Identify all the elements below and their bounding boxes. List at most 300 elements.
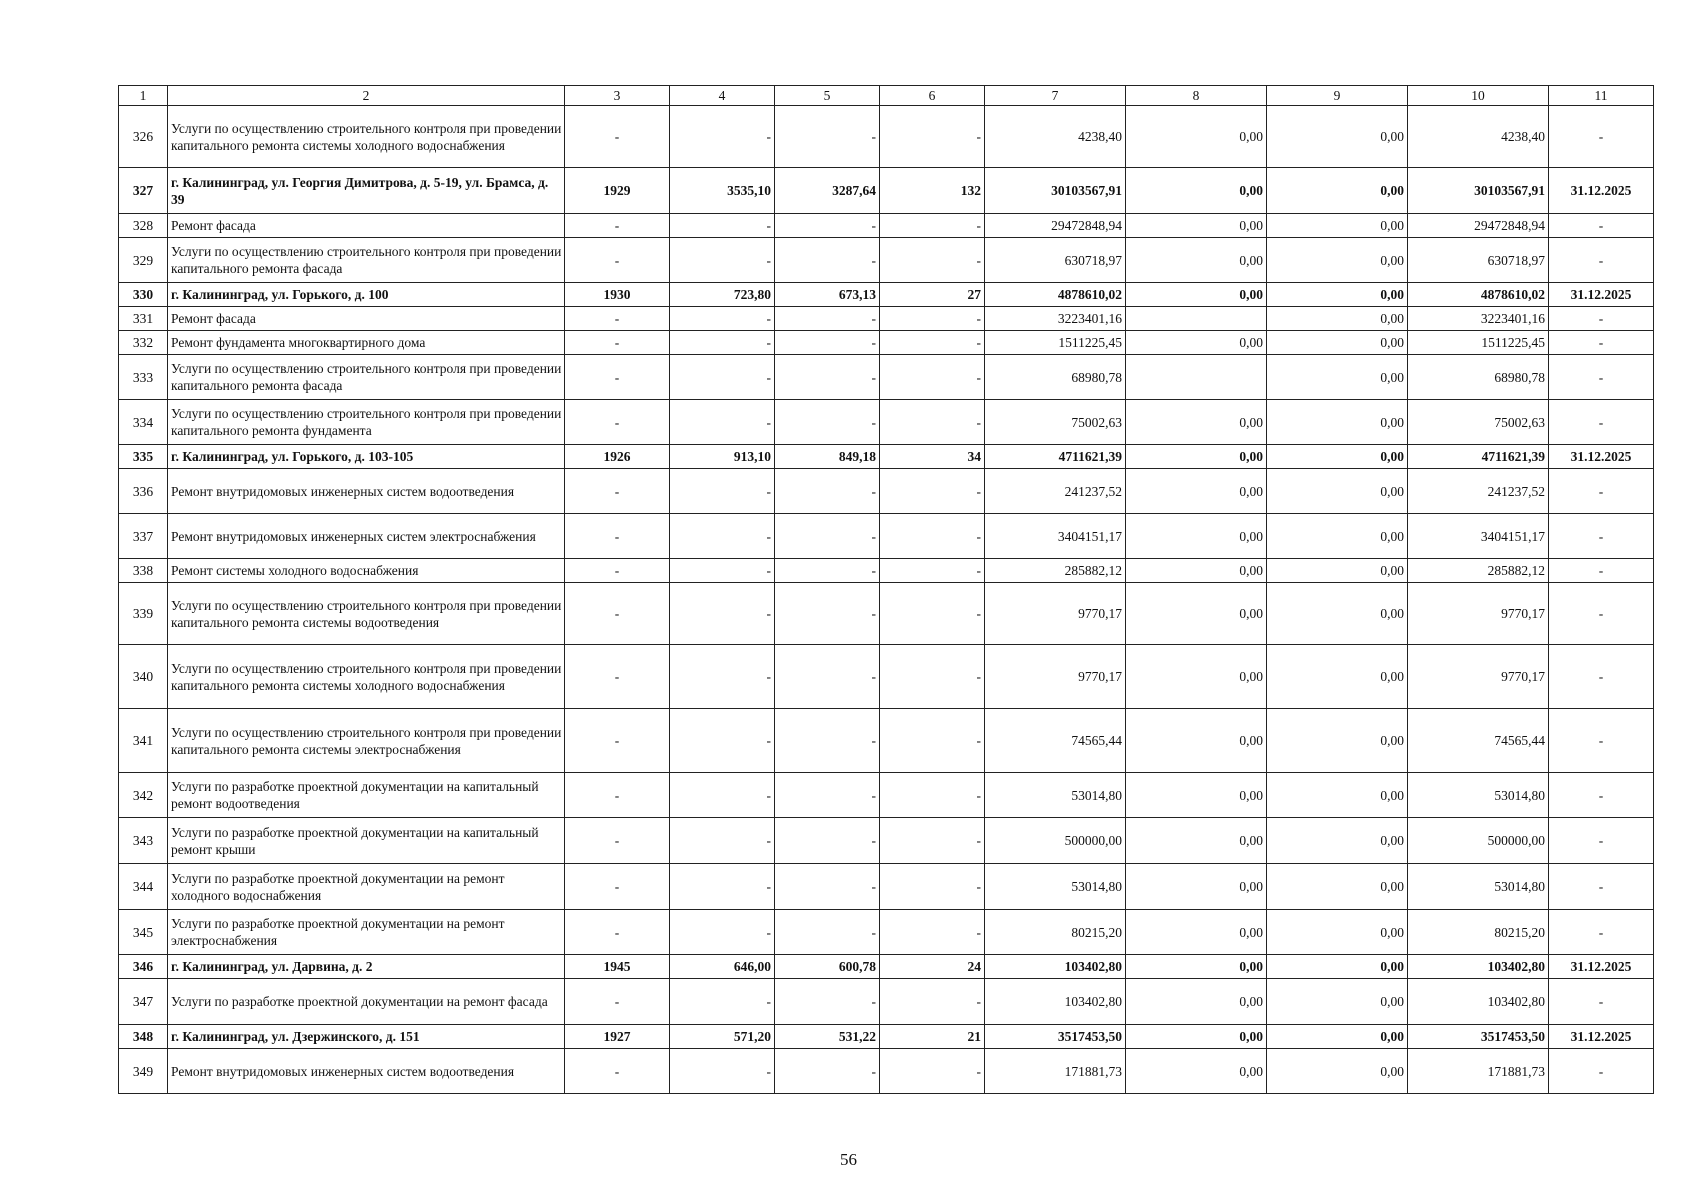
column-number-header: 9 [1267,86,1408,106]
value-cell: - [1549,559,1654,583]
value-cell: - [670,514,775,559]
value-cell: - [670,307,775,331]
row-number-cell: 348 [119,1025,168,1049]
value-cell: - [670,214,775,238]
row-number-cell: 328 [119,214,168,238]
value-cell: - [565,469,670,514]
value-cell: 0,00 [1267,514,1408,559]
value-cell: - [880,818,985,864]
value-cell: 4711621,39 [985,445,1126,469]
value-cell: 103402,80 [985,979,1126,1025]
value-cell: - [1549,1049,1654,1094]
value-cell: 0,00 [1267,214,1408,238]
work-item-row [119,1049,1654,1094]
value-cell: - [670,645,775,709]
value-cell: 1945 [565,955,670,979]
description-cell: г. Калининград, ул. Горького, д. 103-105 [168,445,565,469]
value-cell: 9770,17 [985,645,1126,709]
value-cell [1126,355,1267,400]
value-cell: 132 [880,168,985,214]
value-cell: - [1549,331,1654,355]
value-cell: 0,00 [1126,773,1267,818]
value-cell: 74565,44 [985,709,1126,773]
value-cell: 53014,80 [1408,864,1549,910]
value-cell: - [565,864,670,910]
value-cell: 1926 [565,445,670,469]
value-cell: 31.12.2025 [1549,445,1654,469]
value-cell: 103402,80 [1408,979,1549,1025]
value-cell: - [880,709,985,773]
value-cell: 31.12.2025 [1549,1025,1654,1049]
value-cell: 0,00 [1126,168,1267,214]
row-number-cell: 326 [119,106,168,168]
value-cell: - [880,355,985,400]
value-cell: 0,00 [1267,709,1408,773]
value-cell: - [775,910,880,955]
address-row [119,955,1654,979]
value-cell: - [775,583,880,645]
value-cell: - [880,559,985,583]
value-cell: - [1549,355,1654,400]
value-cell: - [1549,864,1654,910]
row-number-cell: 344 [119,864,168,910]
value-cell: 849,18 [775,445,880,469]
value-cell: 4711621,39 [1408,445,1549,469]
value-cell: 241237,52 [1408,469,1549,514]
value-cell [1126,307,1267,331]
value-cell: - [775,469,880,514]
value-cell: 0,00 [1267,773,1408,818]
value-cell: - [670,238,775,283]
value-cell: 24 [880,955,985,979]
value-cell: - [565,583,670,645]
work-item-row [119,910,1654,955]
address-row [119,283,1654,307]
value-cell: 31.12.2025 [1549,955,1654,979]
value-cell: 0,00 [1126,864,1267,910]
description-cell: Ремонт системы холодного водоснабжения [168,559,565,583]
description-cell: Услуги по осуществлению строительного контроля при проведении капитального ремонта фасада [168,355,565,400]
description-cell: Услуги по осуществлению строительного контроля при проведении капитального ремонта системы холодного водоснабжения [168,106,565,168]
value-cell: 0,00 [1267,818,1408,864]
value-cell: - [880,331,985,355]
value-cell: 1930 [565,283,670,307]
address-row [119,168,1654,214]
row-number-cell: 341 [119,709,168,773]
row-number-cell: 332 [119,331,168,355]
work-item-row [119,514,1654,559]
value-cell: 30103567,91 [1408,168,1549,214]
work-item-row [119,238,1654,283]
value-cell: - [1549,645,1654,709]
description-cell: Услуги по разработке проектной документации на ремонт фасада [168,979,565,1025]
value-cell: - [565,910,670,955]
value-cell: 0,00 [1267,400,1408,445]
value-cell: - [1549,214,1654,238]
value-cell: - [880,214,985,238]
value-cell: 29472848,94 [985,214,1126,238]
value-cell: 53014,80 [1408,773,1549,818]
value-cell: 9770,17 [1408,583,1549,645]
value-cell: - [775,559,880,583]
value-cell: 0,00 [1126,910,1267,955]
value-cell: 1927 [565,1025,670,1049]
work-item-row [119,106,1654,168]
value-cell: 75002,63 [1408,400,1549,445]
value-cell: 0,00 [1126,214,1267,238]
value-cell: 0,00 [1267,864,1408,910]
value-cell: 600,78 [775,955,880,979]
value-cell: 500000,00 [1408,818,1549,864]
work-item-row [119,214,1654,238]
value-cell: 0,00 [1267,910,1408,955]
description-cell: Ремонт фасада [168,214,565,238]
value-cell: 31.12.2025 [1549,168,1654,214]
value-cell: 171881,73 [985,1049,1126,1094]
value-cell: 1929 [565,168,670,214]
row-number-cell: 327 [119,168,168,214]
value-cell: - [670,331,775,355]
row-number-cell: 347 [119,979,168,1025]
value-cell: - [880,469,985,514]
value-cell: - [565,773,670,818]
description-cell: Услуги по осуществлению строительного контроля при проведении капитального ремонта системы холодного водоснабжения [168,645,565,709]
value-cell: 0,00 [1267,1049,1408,1094]
value-cell: - [775,864,880,910]
value-cell: - [670,583,775,645]
row-number-cell: 336 [119,469,168,514]
work-item-row [119,469,1654,514]
value-cell: 53014,80 [985,773,1126,818]
value-cell: - [880,400,985,445]
value-cell: - [670,818,775,864]
value-cell: - [670,106,775,168]
value-cell: 68980,78 [1408,355,1549,400]
value-cell: 0,00 [1267,469,1408,514]
value-cell: - [880,583,985,645]
address-row [119,445,1654,469]
value-cell: 630718,97 [985,238,1126,283]
value-cell: - [565,514,670,559]
value-cell: 0,00 [1126,445,1267,469]
value-cell: - [775,514,880,559]
value-cell: 0,00 [1267,238,1408,283]
value-cell: 630718,97 [1408,238,1549,283]
value-cell: - [1549,910,1654,955]
row-number-cell: 340 [119,645,168,709]
value-cell: 0,00 [1267,331,1408,355]
work-item-row [119,818,1654,864]
value-cell: 0,00 [1267,106,1408,168]
value-cell: - [775,214,880,238]
value-cell: 0,00 [1126,559,1267,583]
description-cell: Услуги по разработке проектной документации на капитальный ремонт крыши [168,818,565,864]
value-cell: 0,00 [1267,955,1408,979]
value-cell: - [1549,514,1654,559]
value-cell: 74565,44 [1408,709,1549,773]
row-number-cell: 343 [119,818,168,864]
value-cell: - [775,979,880,1025]
value-cell: - [880,645,985,709]
value-cell: 1511225,45 [1408,331,1549,355]
value-cell: 53014,80 [985,864,1126,910]
value-cell: - [670,355,775,400]
value-cell: 0,00 [1126,955,1267,979]
work-item-row [119,355,1654,400]
description-cell: г. Калининград, ул. Дарвина, д. 2 [168,955,565,979]
row-number-cell: 335 [119,445,168,469]
value-cell: 0,00 [1126,514,1267,559]
value-cell: - [565,979,670,1025]
value-cell: 571,20 [670,1025,775,1049]
value-cell: 241237,52 [985,469,1126,514]
column-number-header: 5 [775,86,880,106]
value-cell: 0,00 [1126,106,1267,168]
value-cell: - [565,238,670,283]
page-number: 56 [840,1150,857,1169]
value-cell: 3535,10 [670,168,775,214]
value-cell: 4238,40 [985,106,1126,168]
address-row [119,1025,1654,1049]
row-number-cell: 345 [119,910,168,955]
value-cell: 3517453,50 [985,1025,1126,1049]
value-cell: 285882,12 [985,559,1126,583]
column-number-header: 3 [565,86,670,106]
work-item-row [119,773,1654,818]
value-cell: 0,00 [1126,979,1267,1025]
column-number-header: 4 [670,86,775,106]
value-cell: - [565,709,670,773]
description-cell: Услуги по осуществлению строительного контроля при проведении капитального ремонта фасада [168,238,565,283]
value-cell: 646,00 [670,955,775,979]
value-cell: 27 [880,283,985,307]
value-cell: - [880,864,985,910]
value-cell: 1511225,45 [985,331,1126,355]
data-table [118,85,1654,1094]
description-cell: Услуги по осуществлению строительного контроля при проведении капитального ремонта системы водоотведения [168,583,565,645]
table-body [119,86,1654,1094]
value-cell: 3404151,17 [1408,514,1549,559]
value-cell: - [565,355,670,400]
value-cell: 29472848,94 [1408,214,1549,238]
value-cell: - [670,709,775,773]
work-item-row [119,559,1654,583]
value-cell: 0,00 [1267,445,1408,469]
value-cell: - [1549,709,1654,773]
value-cell: 3517453,50 [1408,1025,1549,1049]
value-cell: - [775,307,880,331]
value-cell: - [670,773,775,818]
value-cell: - [670,979,775,1025]
value-cell: 0,00 [1126,645,1267,709]
work-item-row [119,709,1654,773]
column-number-header: 6 [880,86,985,106]
value-cell: 0,00 [1267,355,1408,400]
row-number-cell: 338 [119,559,168,583]
value-cell: 531,22 [775,1025,880,1049]
value-cell: 0,00 [1126,1049,1267,1094]
value-cell: - [670,400,775,445]
value-cell: - [1549,818,1654,864]
value-cell: 0,00 [1126,469,1267,514]
value-cell: 0,00 [1267,559,1408,583]
value-cell: - [880,1049,985,1094]
value-cell: 4878610,02 [1408,283,1549,307]
value-cell: - [670,559,775,583]
description-cell: Ремонт внутридомовых инженерных систем водоотведения [168,1049,565,1094]
value-cell: 0,00 [1267,979,1408,1025]
value-cell: - [565,1049,670,1094]
value-cell: 0,00 [1267,583,1408,645]
value-cell: 3223401,16 [1408,307,1549,331]
value-cell: 80215,20 [985,910,1126,955]
value-cell: - [565,214,670,238]
value-cell: 9770,17 [985,583,1126,645]
value-cell: 0,00 [1267,1025,1408,1049]
value-cell: - [1549,106,1654,168]
row-number-cell: 349 [119,1049,168,1094]
value-cell: - [775,773,880,818]
value-cell: 75002,63 [985,400,1126,445]
value-cell: - [565,307,670,331]
value-cell: - [1549,469,1654,514]
value-cell: 0,00 [1126,709,1267,773]
value-cell: - [775,400,880,445]
description-cell: Ремонт внутридомовых инженерных систем водоотведения [168,469,565,514]
work-item-row [119,331,1654,355]
column-number-header: 10 [1408,86,1549,106]
value-cell: - [775,818,880,864]
work-item-row [119,583,1654,645]
work-item-row [119,307,1654,331]
value-cell: 3223401,16 [985,307,1126,331]
description-cell: г. Калининград, ул. Дзержинского, д. 151 [168,1025,565,1049]
value-cell: 0,00 [1267,307,1408,331]
value-cell: - [775,331,880,355]
value-cell: - [1549,773,1654,818]
value-cell: 103402,80 [985,955,1126,979]
value-cell: 723,80 [670,283,775,307]
description-cell: г. Калининград, ул. Горького, д. 100 [168,283,565,307]
row-number-cell: 346 [119,955,168,979]
value-cell: - [1549,307,1654,331]
row-number-cell: 330 [119,283,168,307]
value-cell: - [775,355,880,400]
value-cell: 21 [880,1025,985,1049]
description-cell: г. Калининград, ул. Георгия Димитрова, д. 5-19, ул. Брамса, д. 39 [168,168,565,214]
column-number-header: 2 [168,86,565,106]
value-cell: 0,00 [1126,283,1267,307]
value-cell: - [775,709,880,773]
value-cell: - [880,307,985,331]
row-number-cell: 334 [119,400,168,445]
value-cell: - [565,645,670,709]
value-cell: - [1549,979,1654,1025]
value-cell: - [670,1049,775,1094]
value-cell: 0,00 [1126,818,1267,864]
work-item-row [119,979,1654,1025]
description-cell: Ремонт фундамента многоквартирного дома [168,331,565,355]
value-cell: - [880,106,985,168]
value-cell: - [565,818,670,864]
value-cell: - [1549,583,1654,645]
value-cell: 673,13 [775,283,880,307]
column-number-header: 1 [119,86,168,106]
description-cell: Услуги по разработке проектной документации на ремонт электроснабжения [168,910,565,955]
value-cell: - [880,910,985,955]
value-cell: 4238,40 [1408,106,1549,168]
value-cell: - [565,106,670,168]
row-number-cell: 339 [119,583,168,645]
value-cell: - [670,864,775,910]
value-cell: 4878610,02 [985,283,1126,307]
row-number-cell: 331 [119,307,168,331]
work-item-row [119,400,1654,445]
value-cell: 0,00 [1126,331,1267,355]
row-number-cell: 342 [119,773,168,818]
value-cell: - [565,400,670,445]
value-cell: 0,00 [1126,583,1267,645]
value-cell: 3287,64 [775,168,880,214]
value-cell: - [1549,400,1654,445]
value-cell: 0,00 [1267,283,1408,307]
value-cell: - [670,469,775,514]
row-number-cell: 333 [119,355,168,400]
description-cell: Ремонт внутридомовых инженерных систем электроснабжения [168,514,565,559]
work-item-row [119,864,1654,910]
value-cell: 913,10 [670,445,775,469]
description-cell: Ремонт фасада [168,307,565,331]
column-number-header: 11 [1549,86,1654,106]
value-cell: 34 [880,445,985,469]
value-cell: 171881,73 [1408,1049,1549,1094]
value-cell: - [670,910,775,955]
value-cell: 0,00 [1126,400,1267,445]
value-cell: - [880,979,985,1025]
row-number-cell: 337 [119,514,168,559]
value-cell: - [565,331,670,355]
value-cell: 80215,20 [1408,910,1549,955]
header-row [119,86,1654,106]
value-cell: 0,00 [1126,238,1267,283]
value-cell: - [1549,238,1654,283]
value-cell: 0,00 [1126,1025,1267,1049]
description-cell: Услуги по разработке проектной документации на капитальный ремонт водоотведения [168,773,565,818]
work-item-row [119,645,1654,709]
description-cell: Услуги по осуществлению строительного контроля при проведении капитального ремонта системы электроснабжения [168,709,565,773]
value-cell: 0,00 [1267,168,1408,214]
value-cell: - [775,1049,880,1094]
value-cell: - [880,238,985,283]
value-cell: 68980,78 [985,355,1126,400]
value-cell: - [775,238,880,283]
row-number-cell: 329 [119,238,168,283]
value-cell: 9770,17 [1408,645,1549,709]
value-cell: 3404151,17 [985,514,1126,559]
column-number-header: 8 [1126,86,1267,106]
value-cell: 30103567,91 [985,168,1126,214]
value-cell: 0,00 [1267,645,1408,709]
value-cell: - [775,106,880,168]
description-cell: Услуги по осуществлению строительного контроля при проведении капитального ремонта фундамента [168,400,565,445]
description-cell: Услуги по разработке проектной документации на ремонт холодного водоснабжения [168,864,565,910]
column-number-header: 7 [985,86,1126,106]
value-cell: - [880,773,985,818]
value-cell: - [565,559,670,583]
value-cell: 103402,80 [1408,955,1549,979]
value-cell: - [775,645,880,709]
value-cell: 500000,00 [985,818,1126,864]
